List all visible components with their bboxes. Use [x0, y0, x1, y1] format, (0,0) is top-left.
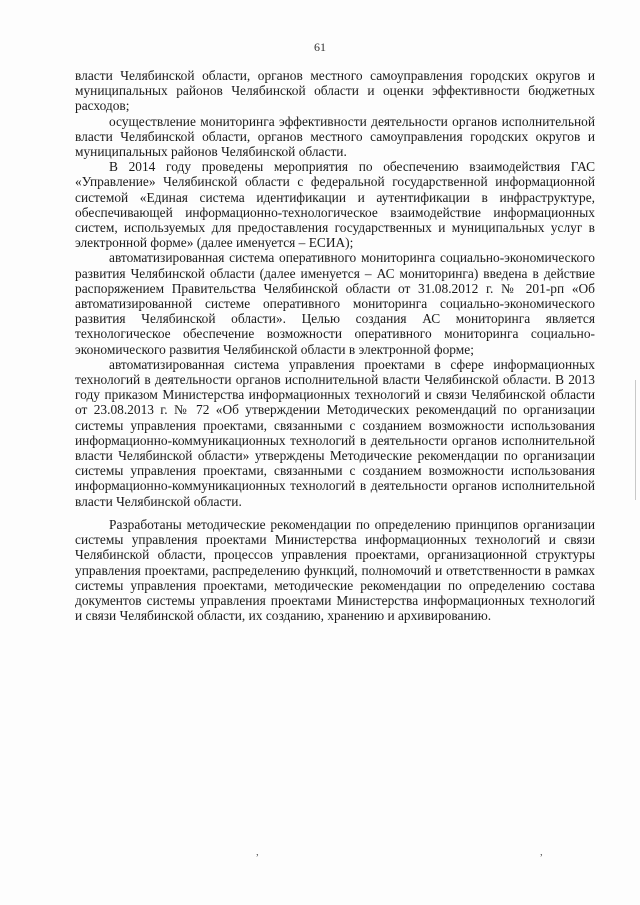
paragraph-4: автоматизированная система оперативного мониторинга социально-экономического развития Челябинской области (далее именуется – АС мониторинга) введена в действие распоряжением Правительства Челябинской области от 31.08.2012 г. № 201-рп «Об автоматизированной системе оперативного мониторинга социально-экономического развития Челябинской области». Целью создания АС мониторинга является технологическое обеспечение возможности оперативного мониторинга социально-экономического развития Челябинской области в электронной форме; [75, 250, 595, 357]
scan-mark-right: , [540, 846, 543, 858]
paragraph-1: власти Челябинской области, органов местного самоуправления городских округов и муниципальных районов Челябинской области и оценки эффективности бюджетных расходов; [75, 68, 595, 114]
document-body [75, 68, 595, 623]
page-number: 61 [314, 40, 326, 54]
paragraph-2: осуществление мониторинга эффективности деятельности органов исполнительной власти Челябинской области, органов местного самоуправления городских округов и муниципальных районов Челябинской области. [75, 113, 595, 160]
scan-mark-left: , [256, 846, 259, 858]
scan-edge-line [635, 380, 636, 500]
paragraph-5: автоматизированная система управления проектами в сфере информационных технологий в деятельности органов исполнительной власти Челябинской области. В 2013 году приказом Министерства информационных технологий и связи Челябинской области от 23.08.2013 г. № 72 «Об утверждении Методических рекомендаций по организации системы управления проектами, связанными с созданием возможности использования информационно-коммуникационных технологий в деятельности органов исполнительной власти Челябинской области» утверждены Методические рекомендации по организации системы управления проектами, связанными с созданием возможности использования информационно-коммуникационных технологий в деятельности органов исполнительной власти Челябинской области. [75, 356, 595, 509]
paragraph-6: Разработаны методические рекомендации по определению принципов организации системы управления проектами Министерства информационных технологий и связи Челябинской области, процессов управления проектами, организационной структуры управления проектами, распределению функций, полномочий и ответственности в рамках системы управления проектами, методические рекомендации по определению состава документов системы управления проектами Министерства информационных технологий и связи Челябинской области, их созданию, хранению и архивированию. [75, 516, 595, 624]
paragraph-3: В 2014 году проведены мероприятия по обеспечению взаимодействия ГАС «Управление» Челябинской области с федеральной государственной информационной системой «Единая система идентификации и аутентификации в инфраструктуре, обеспечивающей информационно-технологическое взаимодействие информационных систем, используемых для предоставления государственных и муниципальных услуг в электронной форме» (далее именуется – ЕСИА); [75, 159, 595, 251]
